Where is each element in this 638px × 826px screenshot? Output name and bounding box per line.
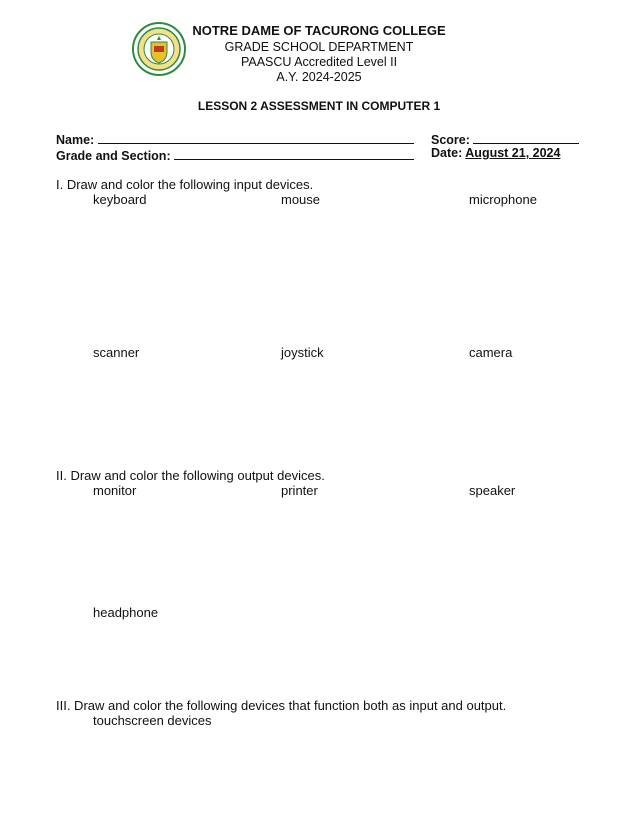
school-name: NOTRE DAME OF TACURONG COLLEGE xyxy=(192,23,446,38)
item-keyboard: keyboard xyxy=(93,192,147,207)
section-2-instruction: II. Draw and color the following output devices. xyxy=(56,468,325,483)
department-name: GRADE SCHOOL DEPARTMENT xyxy=(224,40,414,54)
item-monitor: monitor xyxy=(93,483,137,498)
score-blank[interactable] xyxy=(473,130,579,144)
name-field xyxy=(56,130,414,147)
lesson-title: LESSON 2 ASSESSMENT IN COMPUTER 1 xyxy=(197,99,441,113)
accreditation-text: PAASCU Accredited Level II xyxy=(240,55,398,69)
item-scanner: scanner xyxy=(93,345,140,360)
score-field xyxy=(431,130,579,147)
section-1-instruction: I. Draw and color the following input devices. xyxy=(56,177,314,192)
item-joystick: joystick xyxy=(281,345,324,360)
item-printer: printer xyxy=(281,483,318,498)
date-value: August 21, 2024 xyxy=(465,146,561,160)
grade-section-label: Grade and Section: xyxy=(56,149,171,163)
name-blank[interactable] xyxy=(98,130,414,144)
item-touchscreen-devices: touchscreen devices xyxy=(93,713,212,728)
academic-year: A.Y. 2024-2025 xyxy=(276,70,362,84)
name-label: Name: xyxy=(56,133,95,147)
grade-section-field xyxy=(56,146,414,163)
item-speaker: speaker xyxy=(469,483,516,498)
item-camera: camera xyxy=(469,345,513,360)
date-label: Date: xyxy=(431,146,463,160)
date-field xyxy=(431,146,560,160)
score-label: Score: xyxy=(431,133,470,147)
section-3-instruction: III. Draw and color the following devices that function both as input and output. xyxy=(56,698,507,713)
grade-section-blank[interactable] xyxy=(174,146,414,160)
item-headphone: headphone xyxy=(93,605,159,620)
item-mouse: mouse xyxy=(281,192,321,207)
item-microphone: microphone xyxy=(469,192,537,207)
